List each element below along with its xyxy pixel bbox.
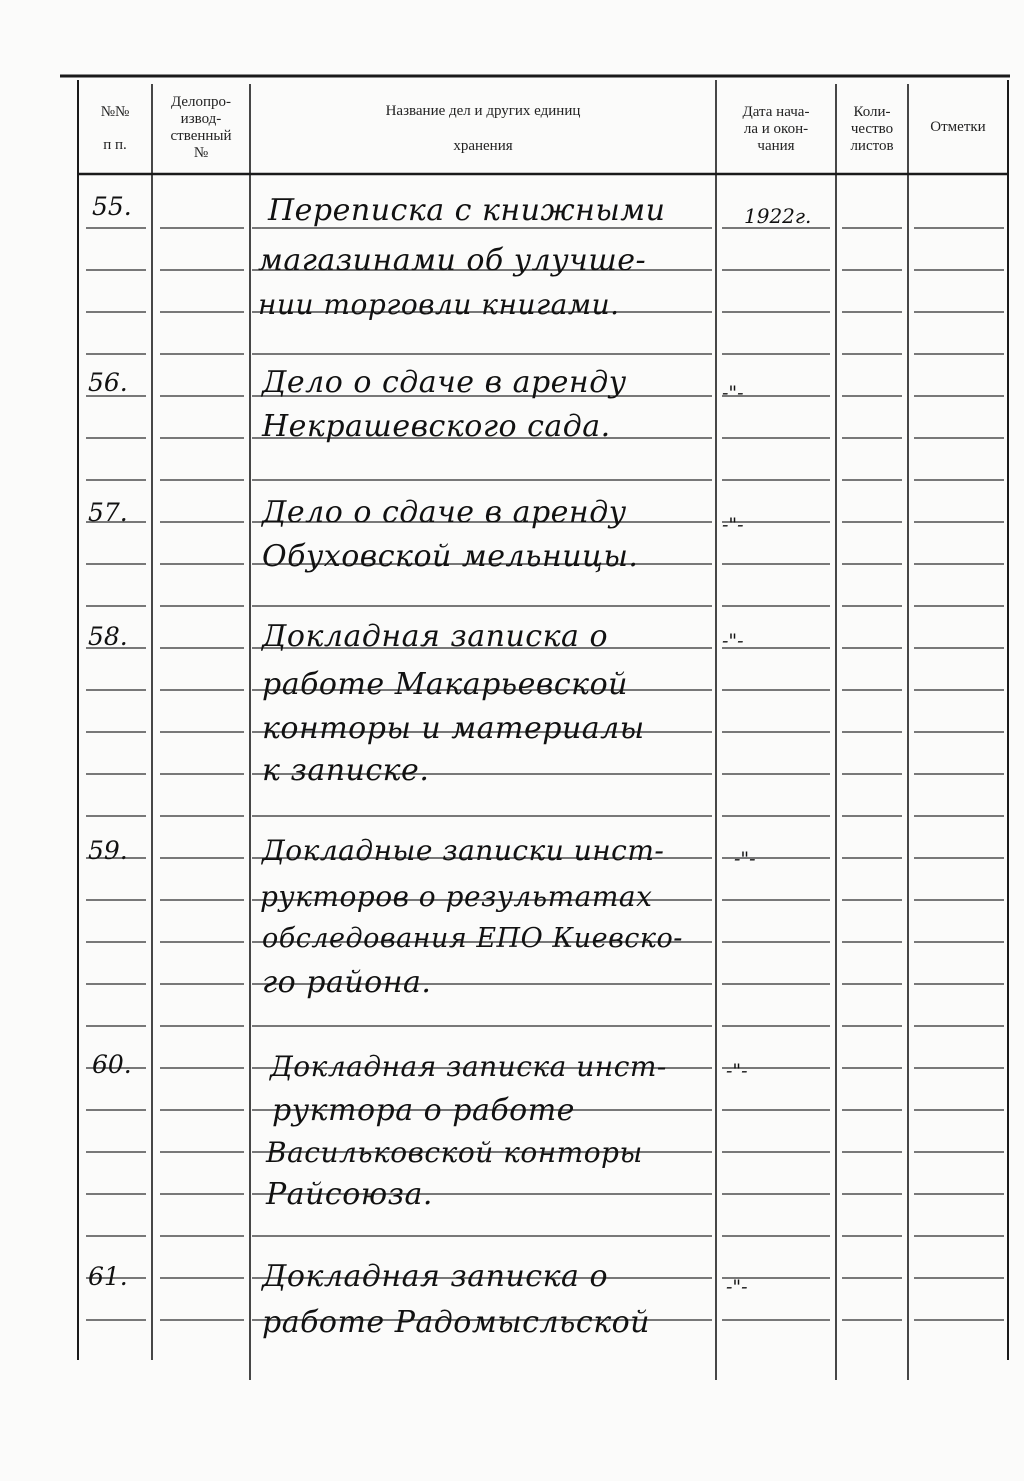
entry-number: 56. [88,368,128,397]
header-col-date-line2: ла и окон- [743,120,809,137]
entry-title-line: го района. [262,965,432,1000]
entry-title-line: Некрашевского сада. [262,409,611,444]
entry-title-line: обследования ЕПО Киевско- [262,923,683,954]
entry-date-ditto: -"- [722,382,744,404]
header-col-office-line1: Делопро- [170,94,232,110]
entry-title-line: к записке. [262,753,430,788]
header-col-notes [910,90,1006,164]
entry-title-line: руктора о работе [272,1093,575,1128]
header-col-office-line4: № [193,145,209,161]
entry-title-line: Райсоюза. [266,1177,433,1212]
header-col-date-line3: чания [757,137,795,154]
entry-number: 57. [88,498,128,527]
header-col-count-line2: чество [850,120,894,137]
header-col-num-line1: №№ [100,104,130,120]
entry-date-ditto: -"- [722,514,744,536]
header-col-date-line1: Дата нача- [742,103,810,120]
entry-title-line: Докладные записки инст- [262,834,665,867]
header-col-count-line1: Коли- [853,103,891,120]
header-col-num [80,90,150,168]
header-col-count [838,92,906,166]
header-col-date [718,92,834,166]
entry-date-ditto: -"- [734,848,756,870]
entry-title-line: Дело о сдаче в аренду [262,365,627,400]
entry-title-line: работе Радомысльской [262,1305,650,1340]
entry-number: 61. [88,1262,128,1291]
entry-title-line: Дело о сдаче в аренду [262,495,627,530]
entry-title-line: Докладная записка инст- [270,1050,667,1083]
entry-title-line: Васильковской конторы [266,1136,643,1169]
header-col-num-line2: п п. [103,137,127,153]
entry-date: 1922г. [744,204,812,228]
entry-date-ditto: -"- [726,1060,748,1082]
entry-date-ditto: -"- [722,630,744,652]
entry-title-line: конторы и материалы [262,711,645,746]
header-col-title [252,90,714,168]
entry-title-line: Переписка с книжными [268,193,666,228]
header-col-office-line2: извод- [180,111,222,127]
header-col-count-line3: листов [850,137,894,154]
entry-number: 58. [88,622,128,651]
entry-number: 59. [88,836,128,865]
entry-date-ditto: -"- [726,1276,748,1298]
entry-number: 60. [92,1050,132,1079]
entry-title-line: Докладная записка о [262,619,609,654]
header-col-title-line2: хранения [453,138,513,154]
entry-title-line: рукторов о результатах [260,880,653,913]
entry-title-line: магазинами об улучше- [258,243,647,278]
header-col-office-line3: ственный [170,128,232,144]
entry-title-line: Обуховской мельницы. [262,539,639,574]
header-col-title-line1: Название дел и других единиц [385,103,581,119]
header-col-office [154,86,248,170]
header-col-notes-label: Отметки [930,118,986,135]
entry-title-line: нии торговли книгами. [258,288,620,321]
entry-number: 55. [92,192,132,221]
entry-title-line: Докладная записка о [262,1259,609,1294]
entry-title-line: работе Макарьевской [262,667,628,702]
